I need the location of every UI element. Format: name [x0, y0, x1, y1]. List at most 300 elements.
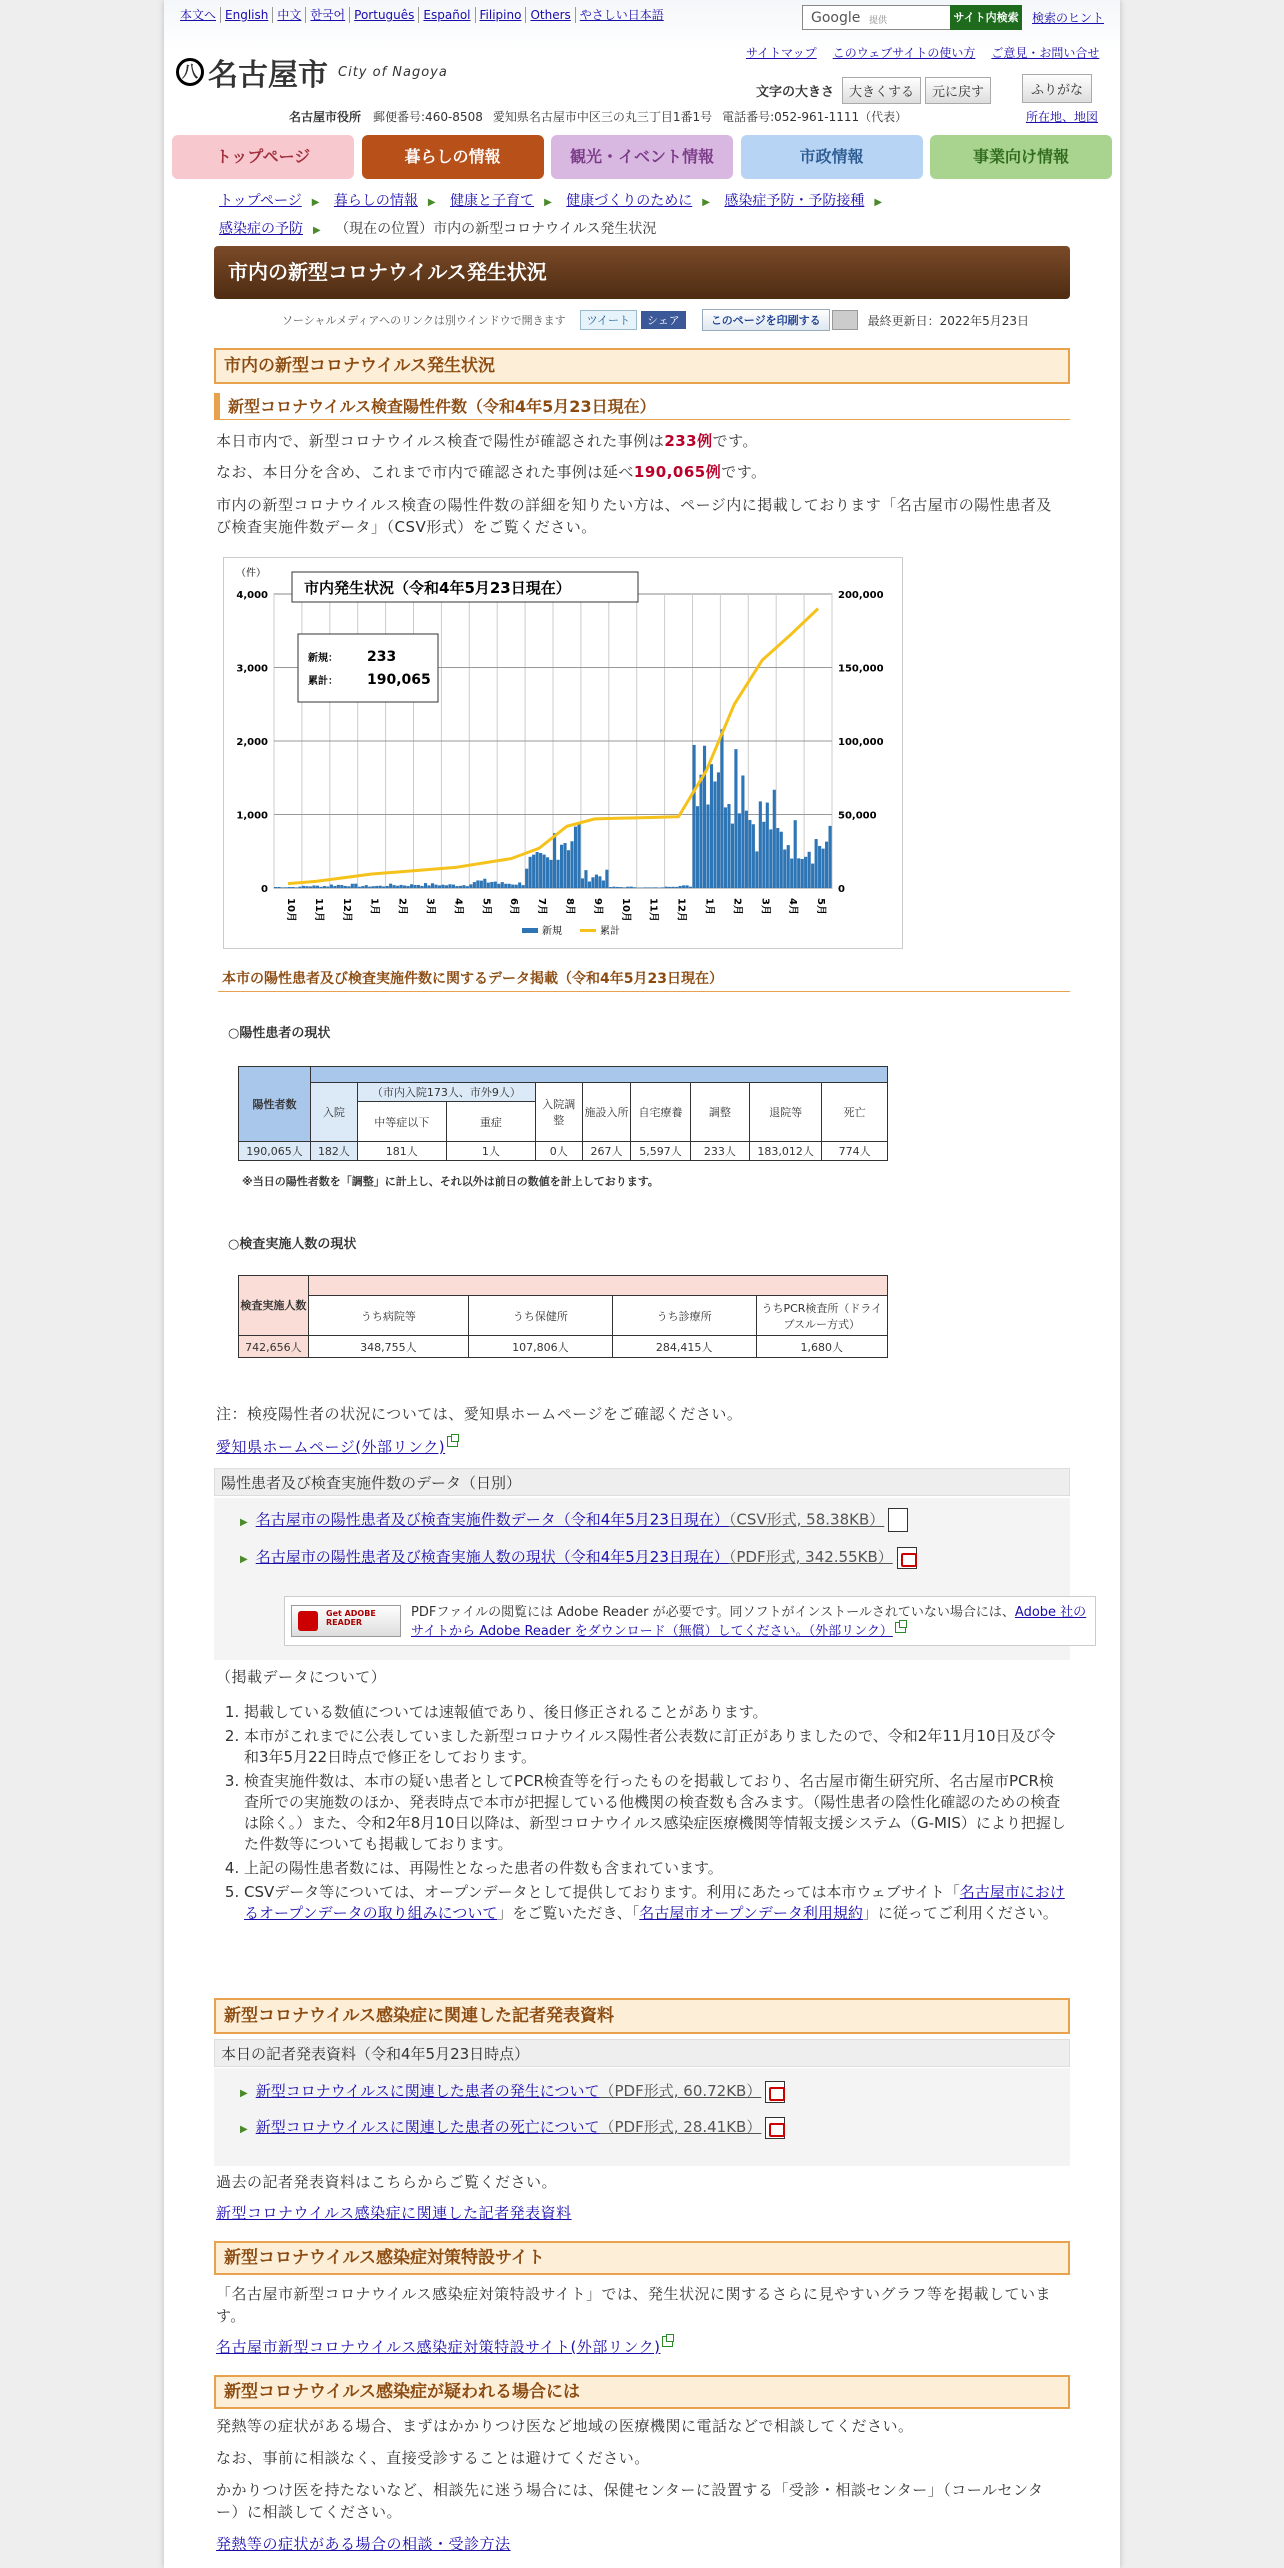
cell-deaths: 774人	[822, 1142, 888, 1161]
data-about-heading: （掲載データについて）	[216, 1668, 387, 1686]
list-item: 3. 検査実施件数は、本市の疑い患者としてPCR検査等を行ったものを掲載しており、名古屋市衛生研究所、名古屋市PCR検査所での実施数のほか、発表時点で本市が把握している他機関の検査数も含みます。（陽性患者の陰性化確認のための検査は除く。）また、令和2年8月10日以降は、新型コロナウイルス感染症医療機関等情報支援システム（G-MIS）により把握した件数等についても掲載しております。	[244, 1771, 1066, 1855]
bar-new	[626, 887, 629, 888]
bar-new	[717, 772, 720, 888]
bar-new	[445, 885, 448, 888]
breadcrumb-link[interactable]: 感染症予防・予防接種	[724, 193, 865, 209]
lang-link[interactable]: Español	[419, 7, 475, 23]
adobe-download-link[interactable]: Adobe 社のサイトから Adobe Reader をダウンロード（無償）してください。（外部リンク）	[411, 1605, 1087, 1639]
bar-new	[295, 887, 298, 888]
font-size-label: 文字の大きさ	[756, 85, 835, 100]
legend-total-swatch	[580, 929, 596, 932]
x-tick-label: 4月	[787, 898, 799, 915]
bar-new	[274, 887, 277, 888]
total-label: 累計：	[308, 676, 338, 687]
bar-new	[787, 845, 790, 888]
bar-new	[710, 764, 713, 888]
y2-tick-label: 200,000	[838, 590, 884, 601]
bar-new	[563, 843, 566, 888]
special-site-link[interactable]: 名古屋市新型コロナウイルス感染症対策特設サイト(外部リンク)	[216, 2338, 661, 2356]
past-press-text: 過去の記者発表資料はこちらからご覧ください。	[216, 2173, 558, 2191]
breadcrumb-link[interactable]: 感染症の予防	[219, 221, 303, 237]
bar-new	[501, 882, 504, 888]
new-label: 新規：	[308, 653, 338, 664]
y2-tick-label: 100,000	[838, 737, 884, 748]
data-notes-list	[216, 1702, 1066, 1927]
bar-new	[553, 833, 556, 888]
bar-new	[588, 881, 591, 888]
tweet-button[interactable]: ツイート	[580, 310, 637, 330]
bar-new	[305, 886, 308, 888]
bar-new	[372, 886, 375, 888]
x-tick-label: 1月	[703, 898, 715, 915]
list-item: ▶ 新型コロナウイルスに関連した患者の発生について（PDF形式, 60.72KB）	[240, 2080, 785, 2105]
bar-new	[734, 749, 737, 888]
bar-new	[689, 887, 692, 888]
bar-new	[647, 887, 650, 888]
bar-new	[539, 853, 542, 888]
bar-new	[462, 885, 465, 888]
th-hospitals: うち病院等	[308, 1296, 468, 1336]
bar-new	[365, 885, 368, 888]
bar-new	[382, 886, 385, 888]
furigana-button[interactable]: ふりがな	[1022, 74, 1092, 103]
list-item: ▶ 新型コロナウイルスに関連した患者の死亡について（PDF形式, 28.41KB）	[240, 2116, 785, 2141]
breadcrumb-link[interactable]: 健康づくりのために	[566, 193, 693, 209]
consult-row	[216, 2533, 1066, 2555]
bar-new	[776, 828, 779, 888]
pdf-download-link[interactable]: 名古屋市の陽性患者及び検査実施人数の現状（令和4年5月23日現在）	[255, 1548, 729, 1566]
lang-link[interactable]: やさしい日本語	[579, 8, 664, 22]
bar-new	[375, 886, 378, 888]
past-press-row	[216, 2202, 1066, 2224]
positive-status-heading: ○陽性患者の現状	[228, 1026, 331, 1041]
bar-new	[773, 790, 776, 888]
x-tick-label: 9月	[591, 898, 603, 915]
bar-new	[609, 887, 612, 888]
bar-new	[748, 820, 751, 888]
new-value: 233	[367, 649, 397, 665]
x-tick-label: 12月	[675, 898, 687, 922]
bar-new	[612, 887, 615, 888]
bar-new	[487, 883, 490, 888]
bar-new	[536, 852, 539, 888]
bar-new	[351, 884, 354, 888]
cell-pcr: 1,680人	[756, 1336, 887, 1358]
section-heading: 市内の新型コロナウイルス発生状況	[214, 348, 1070, 384]
bar-new	[347, 886, 350, 888]
printer-icon[interactable]	[832, 310, 858, 330]
bar-new	[595, 875, 598, 888]
bar-new	[741, 776, 744, 888]
table-note: ※当日の陽性者数を「調整」に計上し、それ以外は前日の数値を計上しております。	[242, 1175, 659, 1188]
office-name: 名古屋市役所	[289, 110, 362, 124]
y2-tick-label: 50,000	[838, 810, 877, 822]
bar-new	[532, 855, 535, 888]
bar-new	[706, 805, 709, 888]
last-updated: 最終更新日：2022年5月23日	[867, 313, 1030, 328]
bar-new	[602, 881, 605, 888]
lang-link[interactable]: Português	[350, 7, 419, 23]
breadcrumb-link[interactable]: 暮らしの情報	[333, 193, 418, 209]
bar-new	[619, 887, 622, 888]
press-link[interactable]: 新型コロナウイルスに関連した患者の死亡について	[255, 2118, 600, 2136]
bar-new	[633, 887, 636, 888]
bar-new	[724, 807, 727, 888]
bar-new	[291, 887, 294, 888]
cell-facility: 267人	[582, 1142, 631, 1161]
external-link-icon	[895, 1622, 906, 1633]
y2-tick-label: 0	[838, 884, 845, 895]
special-site-text: 「名古屋市新型コロナウイルス感染症対策特設サイト」では、発生状況に関するさらに見やすいグラフ等を掲載しています。	[216, 2285, 1052, 2325]
bar-new	[466, 886, 469, 888]
opendata-link[interactable]: 名古屋市におけるオープンデータの取り組みについて	[244, 1883, 1065, 1922]
lang-link[interactable]: 本文へ	[176, 7, 221, 23]
list-item: 2. 本市がこれまでに公表していました新型コロナウイルス陽性者公表数に訂正がありましたので、令和2年11月10日及び令和3年5月22日時点で修正をしております。	[244, 1726, 1066, 1768]
th-adjust: 調整	[690, 1083, 749, 1142]
section-heading: 新型コロナウイルス感染症が疑われる場合には	[214, 2375, 1070, 2409]
google-logo: Google	[811, 10, 861, 26]
csv-download-link[interactable]: 名古屋市の陽性患者及び検査実施件数データ（令和4年5月23日現在）	[255, 1510, 729, 1529]
bar-new	[358, 887, 361, 888]
bar-new	[424, 883, 427, 888]
bar-new	[312, 885, 315, 888]
bar-new	[420, 886, 423, 888]
bar-new	[682, 885, 685, 888]
bar-new	[448, 884, 451, 888]
x-tick-label: 6月	[508, 898, 520, 915]
symptom-text: かかりつけ医を持たないなど、相談先に迷う場合には、保健センターに設置する「受診・相談センター」（コールセンター）に相談してください。	[216, 2481, 1044, 2521]
breadcrumb-link[interactable]: トップページ	[219, 193, 302, 209]
x-tick-label: 10月	[619, 898, 631, 922]
bar-new	[361, 886, 364, 888]
bar-new	[686, 885, 689, 888]
cell-home: 5,597人	[631, 1142, 690, 1161]
breadcrumb-link[interactable]: 健康と子育て	[450, 193, 535, 209]
consult-link[interactable]: 発熱等の症状がある場合の相談・受診方法	[216, 2535, 511, 2553]
y2-tick-label: 150,000	[838, 663, 884, 675]
bar-new	[644, 887, 647, 888]
case-chart	[223, 557, 903, 949]
bar-new	[546, 857, 549, 888]
opendata-terms-link[interactable]: 名古屋市オープンデータ利用規約	[639, 1904, 863, 1922]
adobe-text: PDFファイルの閲覧には Adobe Reader が必要です。同ソフトがインストールされていない場合には、Adobe 社のサイトから Adobe Reader をダウンロード（無償）してください。（外部リンク）	[411, 1605, 1087, 1639]
bar-new	[403, 886, 406, 888]
x-tick-label: 3月	[424, 898, 436, 915]
map-link[interactable]: 所在地、地図	[1026, 110, 1099, 124]
bar-new	[570, 841, 573, 888]
total-value: 190,065	[367, 672, 431, 688]
nav-living[interactable]: 暮らしの情報	[362, 135, 544, 179]
legend-new: 新規	[542, 926, 562, 937]
cell-admit-adjust: 0人	[535, 1142, 582, 1161]
th-admit-adjust: 入院調整	[535, 1083, 582, 1142]
bar-new	[560, 845, 563, 888]
bar-new	[473, 882, 476, 888]
bar-new	[696, 806, 699, 888]
nav-city[interactable]: 市政情報	[741, 135, 923, 179]
utility-links	[730, 44, 1099, 61]
pref-link[interactable]: 愛知県ホームページ(外部リンク)	[216, 1438, 446, 1456]
positive-total-text: なお、本日分を含め、これまで市内で確認された事例は延べ190,065例です。	[216, 463, 767, 481]
bar-new	[703, 746, 706, 888]
bar-new	[605, 870, 608, 888]
th-clinic: うち診療所	[612, 1296, 756, 1336]
bar-new	[713, 781, 716, 888]
legend-total: 累計	[600, 926, 620, 937]
bar-new	[379, 886, 382, 888]
bar-new	[309, 886, 312, 888]
bar-new	[529, 857, 532, 888]
lang-link[interactable]: 한국어	[306, 7, 350, 23]
bar-new	[511, 885, 514, 888]
lang-link[interactable]: Others	[526, 7, 575, 23]
cell-moderate: 181人	[357, 1142, 446, 1161]
social-bar	[214, 308, 1070, 332]
page	[164, 0, 1120, 2568]
bar-new	[811, 864, 814, 888]
bar-new	[414, 885, 417, 888]
bar-new	[316, 886, 319, 888]
bar-new	[455, 886, 458, 888]
bar-new	[319, 887, 322, 888]
lang-link[interactable]: English	[221, 7, 273, 23]
bar-new	[288, 887, 291, 888]
bar-new	[281, 887, 284, 888]
bar-new	[400, 885, 403, 888]
breadcrumb: トップページ ▶ 暮らしの情報 ▶ 健康と子育て ▶ 健康づくりのために ▶ 感染症予防・予防接種 ▶ 感染症の予防 ▶ （現在の位置）市内の新型コロナウイルス発生状況	[219, 193, 883, 237]
bar-new	[679, 886, 682, 888]
pref-note: 注：検疫陽性者の状況については、愛知県ホームページをご確認ください。	[216, 1405, 743, 1423]
th-deaths: 死亡	[822, 1083, 888, 1142]
bar-new	[699, 775, 702, 888]
bar-new	[654, 887, 657, 888]
bar-new	[550, 860, 553, 888]
bar-new	[825, 842, 828, 888]
x-tick-label: 2月	[731, 898, 743, 915]
y-axis-label: （件）	[236, 568, 266, 579]
search-button[interactable]: サイト内検索	[950, 5, 1022, 30]
font-bigger-button[interactable]: 大きくする	[842, 77, 921, 104]
x-tick-label: 8月	[563, 898, 575, 915]
page-title: 市内の新型コロナウイルス発生状況	[214, 246, 1070, 299]
th-tests: 検査実施人数	[239, 1276, 309, 1336]
section-heading: 新型コロナウイルス感染症対策特設サイト	[214, 2241, 1070, 2275]
zip-code: 郵便番号:460-8508	[373, 110, 483, 124]
bar-new	[808, 852, 811, 888]
x-tick-label: 10月	[284, 898, 296, 922]
search-input[interactable]	[802, 5, 1022, 30]
logo-text: 名古屋市	[208, 58, 328, 93]
site-header	[164, 0, 1120, 125]
bar-new	[766, 803, 769, 888]
bar-new	[543, 855, 546, 888]
bar-new	[410, 884, 413, 888]
bar-new	[323, 886, 326, 888]
press-box	[214, 2068, 1070, 2166]
bar-new	[277, 887, 280, 888]
howto-link[interactable]: このウェブサイトの使い方	[832, 46, 976, 60]
x-tick-label: 4月	[452, 898, 464, 915]
x-tick-label: 11月	[312, 898, 324, 922]
bar-new	[337, 885, 340, 888]
csv-file-icon	[888, 1508, 908, 1532]
nav-business[interactable]: 事業向け情報	[930, 135, 1112, 179]
bar-new	[284, 887, 287, 888]
print-button[interactable]: このページを印刷する	[702, 309, 830, 331]
positive-today-count: 233例	[664, 432, 713, 450]
pdf-file-icon	[765, 2117, 785, 2139]
th-hospital-note: （市内入院173人、市外9人）	[357, 1083, 535, 1102]
bar-new	[591, 877, 594, 888]
x-tick-label: 7月	[536, 898, 548, 915]
adobe-reader-box	[284, 1596, 1096, 1646]
symptom-text: 発熱等の症状がある場合、まずはかかりつけ医など地域の医療機関に電話などで相談してください。	[216, 2417, 914, 2435]
list-item: ▶ 名古屋市の陽性患者及び検査実施人数の現状（令和4年5月23日現在）（PDF形式, 342.55KB）	[240, 1546, 917, 1571]
bar-new	[298, 887, 301, 888]
bar-new	[368, 887, 371, 888]
positive-total-count: 190,065例	[633, 463, 722, 481]
bar-new	[759, 801, 762, 888]
contact-link[interactable]: ご意見・お問い合せ	[991, 46, 1100, 60]
bar-new	[431, 883, 434, 888]
chart-title: 市内発生状況（令和4年5月23日現在）	[304, 579, 571, 597]
pdf-file-icon	[897, 1547, 917, 1569]
bar-new	[783, 849, 786, 888]
positive-table	[238, 1066, 888, 1161]
bar-new	[675, 887, 678, 888]
data-download-heading: 陽性患者及び検査実施件数のデータ（日別）	[214, 1468, 1070, 1496]
language-bar	[176, 7, 668, 23]
x-tick-label: 11月	[647, 898, 659, 922]
nav-top[interactable]: トップページ	[172, 135, 354, 179]
bar-new	[417, 885, 420, 888]
bar-new	[518, 882, 521, 888]
download-box	[214, 1498, 1087, 1660]
bar-new	[480, 881, 483, 888]
bar-new	[790, 859, 793, 888]
legend-new-swatch	[522, 928, 538, 933]
bar-new	[407, 886, 410, 888]
font-reset-button[interactable]: 元に戻す	[925, 77, 991, 104]
external-link-icon	[447, 1436, 458, 1447]
th-home: 自宅療養	[631, 1083, 690, 1142]
bar-new	[581, 878, 584, 888]
y-tick-label: 1,000	[236, 810, 268, 822]
bar-new	[330, 885, 333, 888]
bar-new	[333, 886, 336, 888]
test-table	[238, 1275, 888, 1358]
bar-new	[727, 804, 730, 888]
positive-today-text: 本日市内で、新型コロナウイルス検査で陽性が確認された事例は233例です。	[216, 432, 758, 450]
bar-new	[326, 887, 329, 888]
bar-new	[476, 880, 479, 888]
y-tick-label: 2,000	[236, 737, 268, 748]
past-press-link[interactable]: 新型コロナウイルス感染症に関連した記者発表資料	[216, 2204, 572, 2222]
search-hint-link[interactable]: 検索のヒント	[1032, 11, 1105, 25]
list-item: ▶ 名古屋市の陽性患者及び検査実施件数データ（令和4年5月23日現在）（CSV形式, 58.38KB）	[240, 1508, 908, 1534]
bar-new	[302, 886, 305, 888]
bar-new	[396, 886, 399, 888]
y-tick-label: 0	[261, 884, 268, 895]
city-emblem-icon: 八	[176, 58, 204, 86]
bar-new	[525, 869, 528, 888]
site-logo[interactable]	[176, 50, 448, 94]
th-moderate: 中等症以下	[357, 1102, 446, 1142]
bar-new	[665, 887, 668, 888]
cell-severe: 1人	[446, 1142, 535, 1161]
special-site-row	[216, 2336, 1066, 2358]
cell-hospitals: 348,755人	[308, 1336, 468, 1358]
bar-new	[459, 886, 462, 888]
search-provider: 提供	[869, 16, 888, 26]
bar-new	[738, 813, 741, 888]
bar-new	[438, 885, 441, 888]
nav-tourism[interactable]: 観光・イベント情報	[551, 135, 733, 179]
bar-new	[797, 858, 800, 888]
facebook-share-button[interactable]: シェア	[641, 311, 686, 329]
bar-new	[434, 885, 437, 888]
bar-new	[340, 885, 343, 888]
address: 愛知県名古屋市中区三の丸三丁目1番1号	[492, 110, 713, 124]
bar-new	[354, 884, 357, 888]
telephone: 電話番号:052-961-1111（代表）	[722, 110, 908, 124]
list-item: 5. CSVデータ等については、オープンデータとして提供しております。利用にあたっては本市ウェブサイト「名古屋市におけるオープンデータの取り組みについて」をご覧いただき、「名古屋市オープンデータ利用規約」に従ってご利用ください。	[244, 1882, 1066, 1924]
cell-positive: 190,065人	[239, 1142, 311, 1161]
bar-new	[815, 839, 818, 888]
cell-discharged: 183,012人	[750, 1142, 822, 1161]
press-link[interactable]: 新型コロナウイルスに関連した患者の発生について	[255, 2082, 600, 2100]
subsection-heading: 新型コロナウイルス検査陽性件数（令和4年5月23日現在）	[214, 393, 1070, 420]
bar-new	[389, 884, 392, 888]
lang-link[interactable]: 中文	[273, 7, 306, 23]
pdf-file-icon	[765, 2081, 785, 2103]
bar-new	[630, 887, 633, 888]
bar-new	[598, 876, 601, 888]
x-tick-label: 3月	[759, 898, 771, 915]
get-adobe-reader-icon[interactable]: Get ADOBE READER	[291, 1605, 401, 1637]
bar-new	[762, 822, 765, 888]
bar-new	[483, 879, 486, 888]
bar-new	[469, 884, 472, 888]
bar-new	[780, 832, 783, 888]
bar-new	[818, 846, 821, 888]
x-tick-label: 5月	[815, 898, 827, 915]
list-item: 1. 掲載している数値については速報値であり、後日修正されることがあります。	[244, 1702, 1066, 1723]
breadcrumb-current: （現在の位置）市内の新型コロナウイルス発生状況	[335, 221, 657, 237]
th-pcr: うちPCR検査所（ドライブスルー方式）	[756, 1296, 887, 1336]
global-nav	[172, 135, 1112, 179]
y-tick-label: 4,000	[236, 590, 268, 601]
bar-new	[651, 887, 654, 888]
bar-new	[577, 824, 580, 888]
bar-new	[441, 885, 444, 888]
x-tick-label: 12月	[340, 898, 352, 922]
bar-new	[804, 857, 807, 888]
bar-new	[515, 885, 518, 888]
th-severe: 重症	[446, 1102, 535, 1142]
sitemap-link[interactable]: サイトマップ	[746, 46, 817, 60]
x-tick-label: 1月	[368, 898, 380, 915]
bar-new	[393, 885, 396, 888]
bar-new	[752, 824, 755, 888]
bar-new	[522, 885, 525, 888]
cell-hospital: 182人	[311, 1142, 358, 1161]
lang-link[interactable]: Filipino	[476, 7, 527, 23]
symptom-text: なお、事前に相談なく、直接受診することは避けてください。	[216, 2449, 650, 2467]
bar-new	[386, 886, 389, 888]
bar-new	[556, 860, 559, 888]
bar-new	[769, 829, 772, 888]
